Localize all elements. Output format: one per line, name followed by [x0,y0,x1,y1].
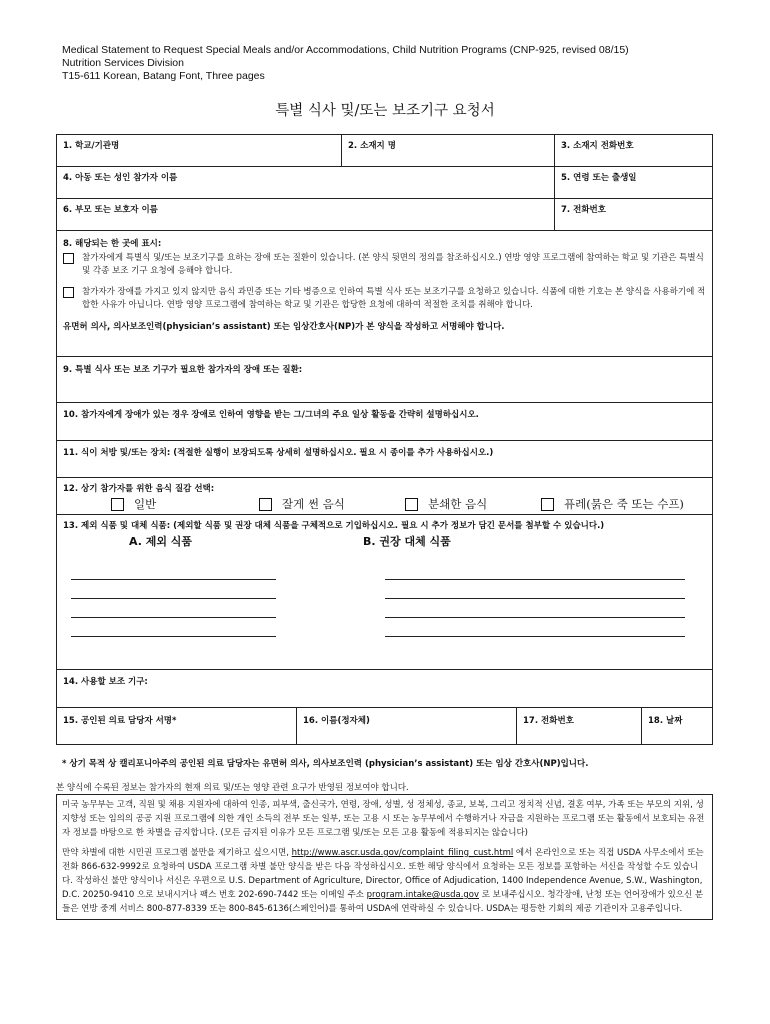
field-parent-name-label: 6. 부모 또는 보호자 이름 [63,205,158,215]
header-form-title: Medical Statement to Request Special Meals and/or Accommodations, Child Nutrition Programs (CNP-925, revised 08/15) [62,44,629,56]
field-site-name-label: 2. 소재지 명 [348,141,396,151]
checkbox-icon[interactable] [405,498,418,511]
complaint-text-end: 로 보내주십시오. 청각장애, 난청 또는 언어장애가 있으신 분들은 연방 중계 서비스 800-877-8339 또는 800-845-6136(스페인어)를 통하여 USDA에 연락하실 수 있습니다. USDA는 평등한 기회의 제공 기관이자 고용주입니다. [62,890,704,914]
field-print-name-label: 16. 이름(정자체) [303,716,370,726]
complaint-text-start: 만약 차별에 대한 시민권 프로그램 불만을 제기하고 싶으시면, [62,848,292,858]
option-disability-text: 참가자에게 특별식 및/또는 보조기구를 요하는 장애 또는 질환이 있습니다. (본 양식 뒷면의 정의를 참조하십시오.) 연방 영양 프로그램에 참여하는 학교 및 기관은 특별식 및 각종 보조 기구 요청에 응해야 합니다. [82,253,704,276]
checkbox-icon[interactable] [63,253,74,264]
field-parent-name[interactable] [57,199,555,230]
checkbox-icon[interactable] [259,498,272,511]
section-10-label: 10. 참가자에게 장애가 있는 경우 장애로 인하여 영향을 받는 그/그녀의 주요 일상 활동을 간략히 설명하십시오. [63,410,479,420]
texture-regular[interactable] [111,496,156,512]
header-division: Nutrition Services Division [62,57,184,69]
section-13 [57,515,712,670]
checkbox-icon[interactable] [111,498,124,511]
section-14[interactable] [57,670,712,708]
column-b-title: B. 권장 대체 식품 [363,535,451,548]
texture-chopped-label: 잘게 썬 음식 [282,497,345,511]
field-participant-name-label: 4. 아동 또는 성인 참가자 이름 [63,173,178,183]
section-9-label: 9. 특별 식사 또는 보조 기구가 필요한 참가자의 장애 또는 질환: [63,365,303,375]
row-parent [57,199,712,231]
form-header [62,44,629,83]
complaint-url-link[interactable]: http://www.ascr.usda.gov/complaint_filing_cust.html [291,848,514,858]
texture-regular-label: 일반 [134,497,157,511]
field-print-name[interactable] [297,708,517,744]
page-title: 특별 식사 및/또는 보조기구 요청서 [275,103,495,119]
row-signature [57,708,712,744]
option-no-disability-text: 참가자가 장애를 가지고 있지 않지만 음식 과민증 또는 기타 병증으로 인하여 특별 식사 또는 보조기구를 요청하고 있습니다. 식품에 대한 기호는 본 양식을 사용하기에 적합한 사유가 아닙니다. 연방 영양 프로그램에 참여하는 학교 및 기관은 합당한 요청에 대하여 적절한 조치를 취해야 합니다. [82,287,706,310]
field-phone-label: 7. 전화번호 [561,205,606,215]
checkbox-icon[interactable] [541,498,554,511]
footnote: * 상기 목적 상 캘리포니아주의 공인된 의료 담당자는 유면허 의사, 의사보조인력 (physician’s assistant) 또는 임상 간호사(NP)입니다. [62,759,589,769]
section-10[interactable] [57,403,712,441]
section-11-label: 11. 식이 처방 및/또는 장치: (적절한 실행이 보장되도록 상세히 설명하십시오. 필요 시 종이를 추가 사용하십시오.) [63,448,494,458]
nondiscrimination-paragraph-2 [62,846,707,916]
row-participant [57,167,712,199]
section-9[interactable] [57,357,712,403]
texture-pureed[interactable] [541,496,684,512]
column-a-title: A. 제외 식품 [129,535,193,548]
email-link[interactable]: program.intake@usda.gov [366,890,480,900]
substitute-foods-lines[interactable] [385,579,706,637]
field-school-name[interactable] [57,135,342,166]
omitted-foods-lines[interactable] [63,579,385,637]
field-date-label: 18. 날짜 [648,716,683,726]
texture-ground-label: 분쇄한 음식 [428,497,488,511]
field-age-birthdate[interactable] [555,167,712,198]
section-8-option-disability[interactable] [63,252,706,278]
section-8 [57,231,712,357]
field-date[interactable] [642,708,712,744]
texture-pureed-label: 퓨레(묽은 죽 또는 수프) [564,497,684,511]
field-site-name[interactable] [342,135,555,166]
header-form-code: T15-611 Korean, Batang Font, Three pages [62,70,265,82]
field-signer-phone-label: 17. 전화번호 [523,716,574,726]
checkbox-icon[interactable] [63,287,74,298]
field-school-name-label: 1. 학교/기관명 [63,141,120,151]
field-site-phone[interactable] [555,135,712,166]
section-12-label: 12. 상기 참가자를 위한 음식 질감 선택: [63,484,215,494]
texture-chopped[interactable] [259,496,345,512]
field-site-phone-label: 3. 소재지 전화번호 [561,141,634,151]
texture-ground[interactable] [405,496,487,512]
section-14-label: 14. 사용할 보조 기구: [63,677,148,687]
section-8-option-no-disability[interactable] [63,286,706,312]
section-8-instruction: 유면허 의사, 의사보조인력(physician’s assistant) 또는 임상간호사(NP)가 본 양식을 작성하고 서명해야 합니다. [63,322,505,332]
section-13-label: 13. 제외 식품 및 대체 식품: (제외할 식품 및 권장 대체 식품을 구체적으로 기입하십시오. 필요 시 추가 정보가 담긴 문서를 첨부할 수 있습니다.) [63,521,605,531]
info-statement: 본 양식에 수록된 정보는 참가자의 현재 의료 및/또는 영양 관련 요구가 반영된 정보여야 합니다. [56,783,409,793]
request-form [56,134,713,745]
field-signature[interactable] [57,708,297,744]
nondiscrimination-paragraph-1: 미국 농무부는 고객, 직원 및 채용 지원자에 대하여 인종, 피부색, 출신국가, 연령, 장애, 성별, 성 정체성, 종교, 보복, 그리고 정치적 신념, 결혼 여부, 가족 또는 부모의 지위, 성 지향성 또는 임의의 공공 지원 프로그램에 의한 개인 소득의 전부 또는 일부, 또는 고용 시 또는 농무부에서 수행하거나 자금을 지원하는 프로그램 또는 활동에서 보호되는 유전자 정보를 바탕으로 한 차별을 금지합니다. (모든 금지된 이유가 모든 프로그램 및/또는 모든 고용 활동에 적용되지는 않습니다) [62,800,705,838]
row-school [57,135,712,167]
section-12 [57,478,712,515]
section-8-label: 8. 해당되는 한 곳에 표시: [63,239,162,249]
section-11[interactable] [57,441,712,478]
field-signer-phone[interactable] [517,708,642,744]
field-age-birthdate-label: 5. 연령 또는 출생일 [561,173,637,183]
field-signature-label: 15. 공인된 의료 담당자 서명* [63,716,177,726]
nondiscrimination-box [56,794,713,920]
complaint-text-middle: 에서 온라인으로 또는 직접 USDA 사무소에서 또는 전화 866-632-9992로 요청하여 USDA 프로그램 차별 불만 양식을 받은 다음 작성하십시오. 또한 해당 양식에서 요청하는 모든 정보를 포함하는 서신을 작성할 수도 있습니다. 작성하신 불만 양식이나 서신은 우편으로 U.S. Department of Agriculture, Director, Office of Adjudication, 1400 Independence Avenue, S.W., Washington, D.C. 20250-9410 으로 보내시거나 팩스 번호 202-690-7442 또는 이메일 주소 [62,848,704,900]
field-phone[interactable] [555,199,712,230]
field-participant-name[interactable] [57,167,555,198]
